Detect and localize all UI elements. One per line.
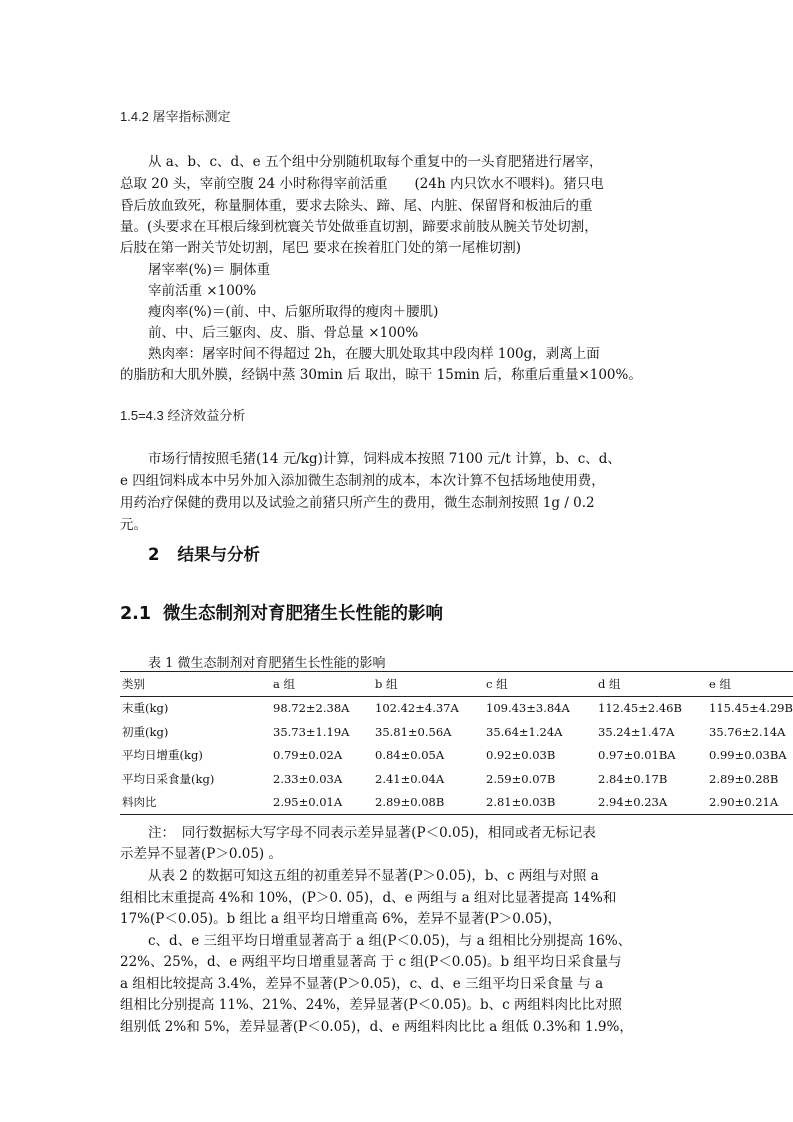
column-header: c 组 [486,676,508,691]
table-cell: 35.73±1.19A [273,724,350,739]
section-1-4-2-heading: 1.4.2 屠宰指标测定 [120,109,231,124]
column-header: d 组 [598,676,621,691]
table-cell: 2.41±0.04A [375,771,445,786]
table-row [120,720,793,744]
text-line: 用药治疗保健的费用以及试验之前猪只所产生的费用，微生态制剂按照 1g / 0.2 [120,495,595,511]
table-cell: 35.81±0.56A [375,724,452,739]
table-cell: 0.92±0.03B [486,748,556,763]
table-cell: 102.42±4.37A [375,701,459,716]
column-header: b 组 [375,676,398,691]
table-cell: 98.72±2.38A [273,701,350,716]
column-header: a 组 [273,676,296,691]
section-title: 结果与分析 [177,545,260,564]
text-line: 组别低 2%和 5%，差异显著(P＜0.05)，d、e 两组料肉比比 a 组低 0.3%和 1.9%， [120,1019,633,1035]
text-line: a 组相比较提高 3.4%，差异不显著(P＞0.05)，c、d、e 三组平均日采食量 与 a [120,976,604,992]
section-number: 2 [148,545,160,564]
section-number: 2.1 [120,604,152,624]
text-line: 熟肉率：屠宰时间不得超过 2h，在腰大肌处取其中段肉样 100g，剥离上面 [148,346,600,362]
column-header: e 组 [709,676,731,691]
table-row [120,696,793,720]
table-cell: 35.76±2.14A [709,724,786,739]
table-row [120,744,793,768]
table-cell: 0.97±0.01BA [598,748,676,763]
table-cell: 2.94±0.23A [598,795,668,810]
table-cell: 末重(kg) [122,701,169,716]
text-line: 元。 [120,517,147,533]
text-line: 从 a、b、c、d、e 五个组中分别随机取每个重复中的一头育肥猪进行屠宰， [148,154,603,170]
table-cell: 2.89±0.08B [375,795,445,810]
table-cell: 2.84±0.17B [598,771,668,786]
text-line: 组相比末重提高 4%和 10%，(P＞0. 05)，d、e 两组与 a 组对比显著提高 14%和 [120,890,617,906]
text-line: 市场行情按照毛猪(14 元/kg)计算，饲料成本按照 7100 元/t 计算，b、c、d、 [148,451,621,467]
table-cell: 109.43±3.84A [486,701,570,716]
text-line: 后肢在第一跗关节处切割，尾巴 要求在挨着肛门处的第一尾椎切割) [120,240,522,256]
section-2-1-heading [120,600,443,625]
table-row [120,791,793,815]
table-cell: 35.64±1.24A [486,724,563,739]
note-line: 示差异不显著(P＞0.05) 。 [120,846,282,862]
text-line: 22%、25%，d、e 两组平均日增重显著高 于 c 组(P＜0.05)。b 组平均日采食量与 [120,954,622,970]
text-line: 的脂肪和大肌外膜，经锅中蒸 30min 后 取出，晾干 15min 后，称重后重量×100%。 [120,367,642,383]
formula-line: 瘦肉率(%)＝(前、中、后躯所取得的瘦肉＋腰肌) [148,304,439,320]
text-line: 从表 2 的数据可知这五组的初重差异不显著(P＞0.05)，b、c 两组与对照 a [148,868,599,884]
text-line: 17%(P＜0.05)。b 组比 a 组平均日增重高 6%，差异不显著(P＞0.05)， [120,911,562,927]
table-cell: 0.84±0.05A [375,748,445,763]
formula-line: 前、中、后三躯肉、皮、脂、骨总量 ×100% [148,325,419,341]
formula-line: 宰前活重 ×100% [148,283,257,299]
table-cell: 2.81±0.03B [486,795,556,810]
table-cell: 0.99±0.03BA [709,748,787,763]
table-cell: 2.59±0.07B [486,771,556,786]
text-line: 组相比分别提高 11%、21%、24%，差异显著(P＜0.05)。b、c 两组料肉比比对照 [120,997,622,1013]
table-cell: 2.90±0.21A [709,795,779,810]
table-cell: 平均日采食量(kg) [122,771,215,786]
section-1-5-heading: 1.5=4.3 经济效益分析 [120,408,246,423]
table-caption: 表 1 微生态制剂对育肥猪生长性能的影响 [148,656,386,671]
table-cell: 料肉比 [122,795,157,810]
text-line: e 四组饲料成本中另外加入添加微生态制剂的成本，本次计算不包括场地使用费， [120,473,605,489]
growth-performance-table [120,671,793,815]
table-cell: 2.33±0.03A [273,771,343,786]
section-title: 微生态制剂对育肥猪生长性能的影响 [163,604,444,624]
table-cell: 平均日增重(kg) [122,748,203,763]
table-cell: 2.95±0.01A [273,795,343,810]
table-header-row [120,672,793,697]
text-line: 量。(头要求在耳根后缘到枕寰关节处做垂直切割，蹄要求前肢从腕关节处切割， [120,219,598,235]
table-cell: 0.79±0.02A [273,748,343,763]
text-line: 总取 20 头，宰前空腹 24 小时称得宰前活重 (24h 内只饮水不喂料)。猪只电 [120,176,604,192]
table-row [120,767,793,791]
formula-line: 屠宰率(%)＝ 胴体重 [148,262,271,278]
table-cell: 112.45±2.46B [598,701,682,716]
text-line: 昏后放血致死，称量胴体重，要求去除头、蹄、尾、内脏、保留肾和板油后的重 [120,198,593,214]
section-2-heading [148,541,260,565]
table-cell: 35.24±1.47A [598,724,675,739]
table-cell: 115.45±4.29B [709,701,793,716]
note-line: 注： 同行数据标大写字母不同表示差异显著(P＜0.05)，相同或者无标记表 [148,825,596,841]
text-line: c、d、e 三组平均日增重显著高于 a 组(P＜0.05)，与 a 组相比分别提高 16%、 [148,933,632,949]
column-header: 类别 [122,676,145,691]
table-cell: 2.89±0.28B [709,771,779,786]
table-cell: 初重(kg) [122,724,169,739]
